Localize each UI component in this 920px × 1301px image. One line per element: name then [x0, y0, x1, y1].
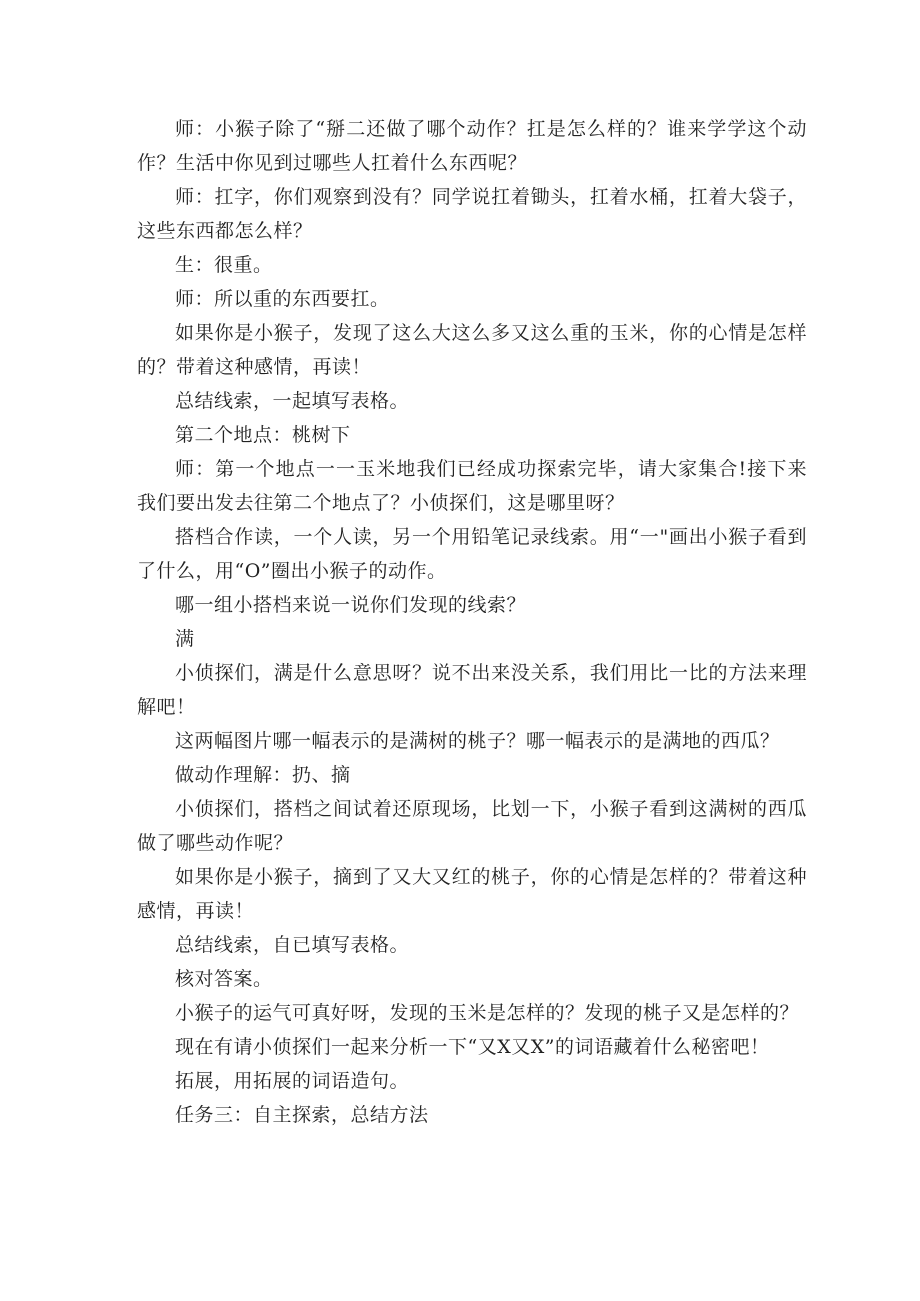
paragraph: 生：很重。 [175, 254, 273, 276]
section-heading: 任务三：自主探索，总结方法 [175, 1104, 429, 1126]
paragraph: 如果你是小猴子，发现了这么大这么多又这么重的玉米，你的心情是怎样的？带着这种感情，再读！ [137, 322, 807, 378]
paragraph: 如果你是小猴子，摘到了又大又红的桃子，你的心情是怎样的？带着这种感情，再读！ [137, 866, 807, 922]
paragraph: 师：第一个地点一一玉米地我们已经成功探索完毕，请大家集合!接下来我们要出发去往第二个地点了？小侦探们，这是哪里呀？ [137, 458, 807, 514]
paragraph: 这两幅图片哪一幅表示的是满树的桃子？哪一幅表示的是满地的西瓜？ [175, 730, 780, 752]
paragraph: 小猴子的运气可真好呀，发现的玉米是怎样的？发现的桃子又是怎样的？ [175, 1002, 800, 1024]
paragraph: 哪一组小搭档来说一说你们发现的线索？ [175, 594, 527, 616]
paragraph: 总结线索，一起填写表格。 [175, 390, 410, 412]
paragraph: 总结线索，自已填写表格。 [175, 934, 410, 956]
paragraph: 师：小猴子除了“掰二还做了哪个动作？扛是怎么样的？谁来学学这个动作？生活中你见到过哪些人扛着什么东西呢？ [137, 118, 807, 174]
paragraph: 小侦探们，满是什么意思呀？说不出来没关系，我们用比一比的方法来理解吧！ [137, 662, 807, 718]
paragraph: 搭档合作读，一个人读，另一个用铅笔记录线索。用“一"画出小猴子看到了什么，用“O”圈出小猴子的动作。 [137, 526, 807, 582]
paragraph: 核对答案。 [175, 968, 273, 990]
keyword: 满 [175, 628, 195, 650]
section-heading: 第二个地点：桃树下 [175, 424, 351, 446]
paragraph: 现在有请小侦探们一起来分析一下“又X又X”的词语藏着什么秘密吧！ [175, 1036, 770, 1058]
lesson-text [137, 112, 807, 1132]
paragraph: 做动作理解：扔、摘 [175, 764, 351, 786]
paragraph: 师：扛字，你们观察到没有？同学说扛着锄头，扛着水桶，扛着大袋子，这些东西都怎么样？ [137, 186, 807, 242]
paragraph: 小侦探们，搭档之间试着还原现场，比划一下，小猴子看到这满树的西瓜做了哪些动作呢？ [137, 798, 807, 854]
paragraph: 师：所以重的东西要扛。 [175, 288, 390, 310]
paragraph: 拓展，用拓展的词语造句。 [175, 1070, 410, 1092]
